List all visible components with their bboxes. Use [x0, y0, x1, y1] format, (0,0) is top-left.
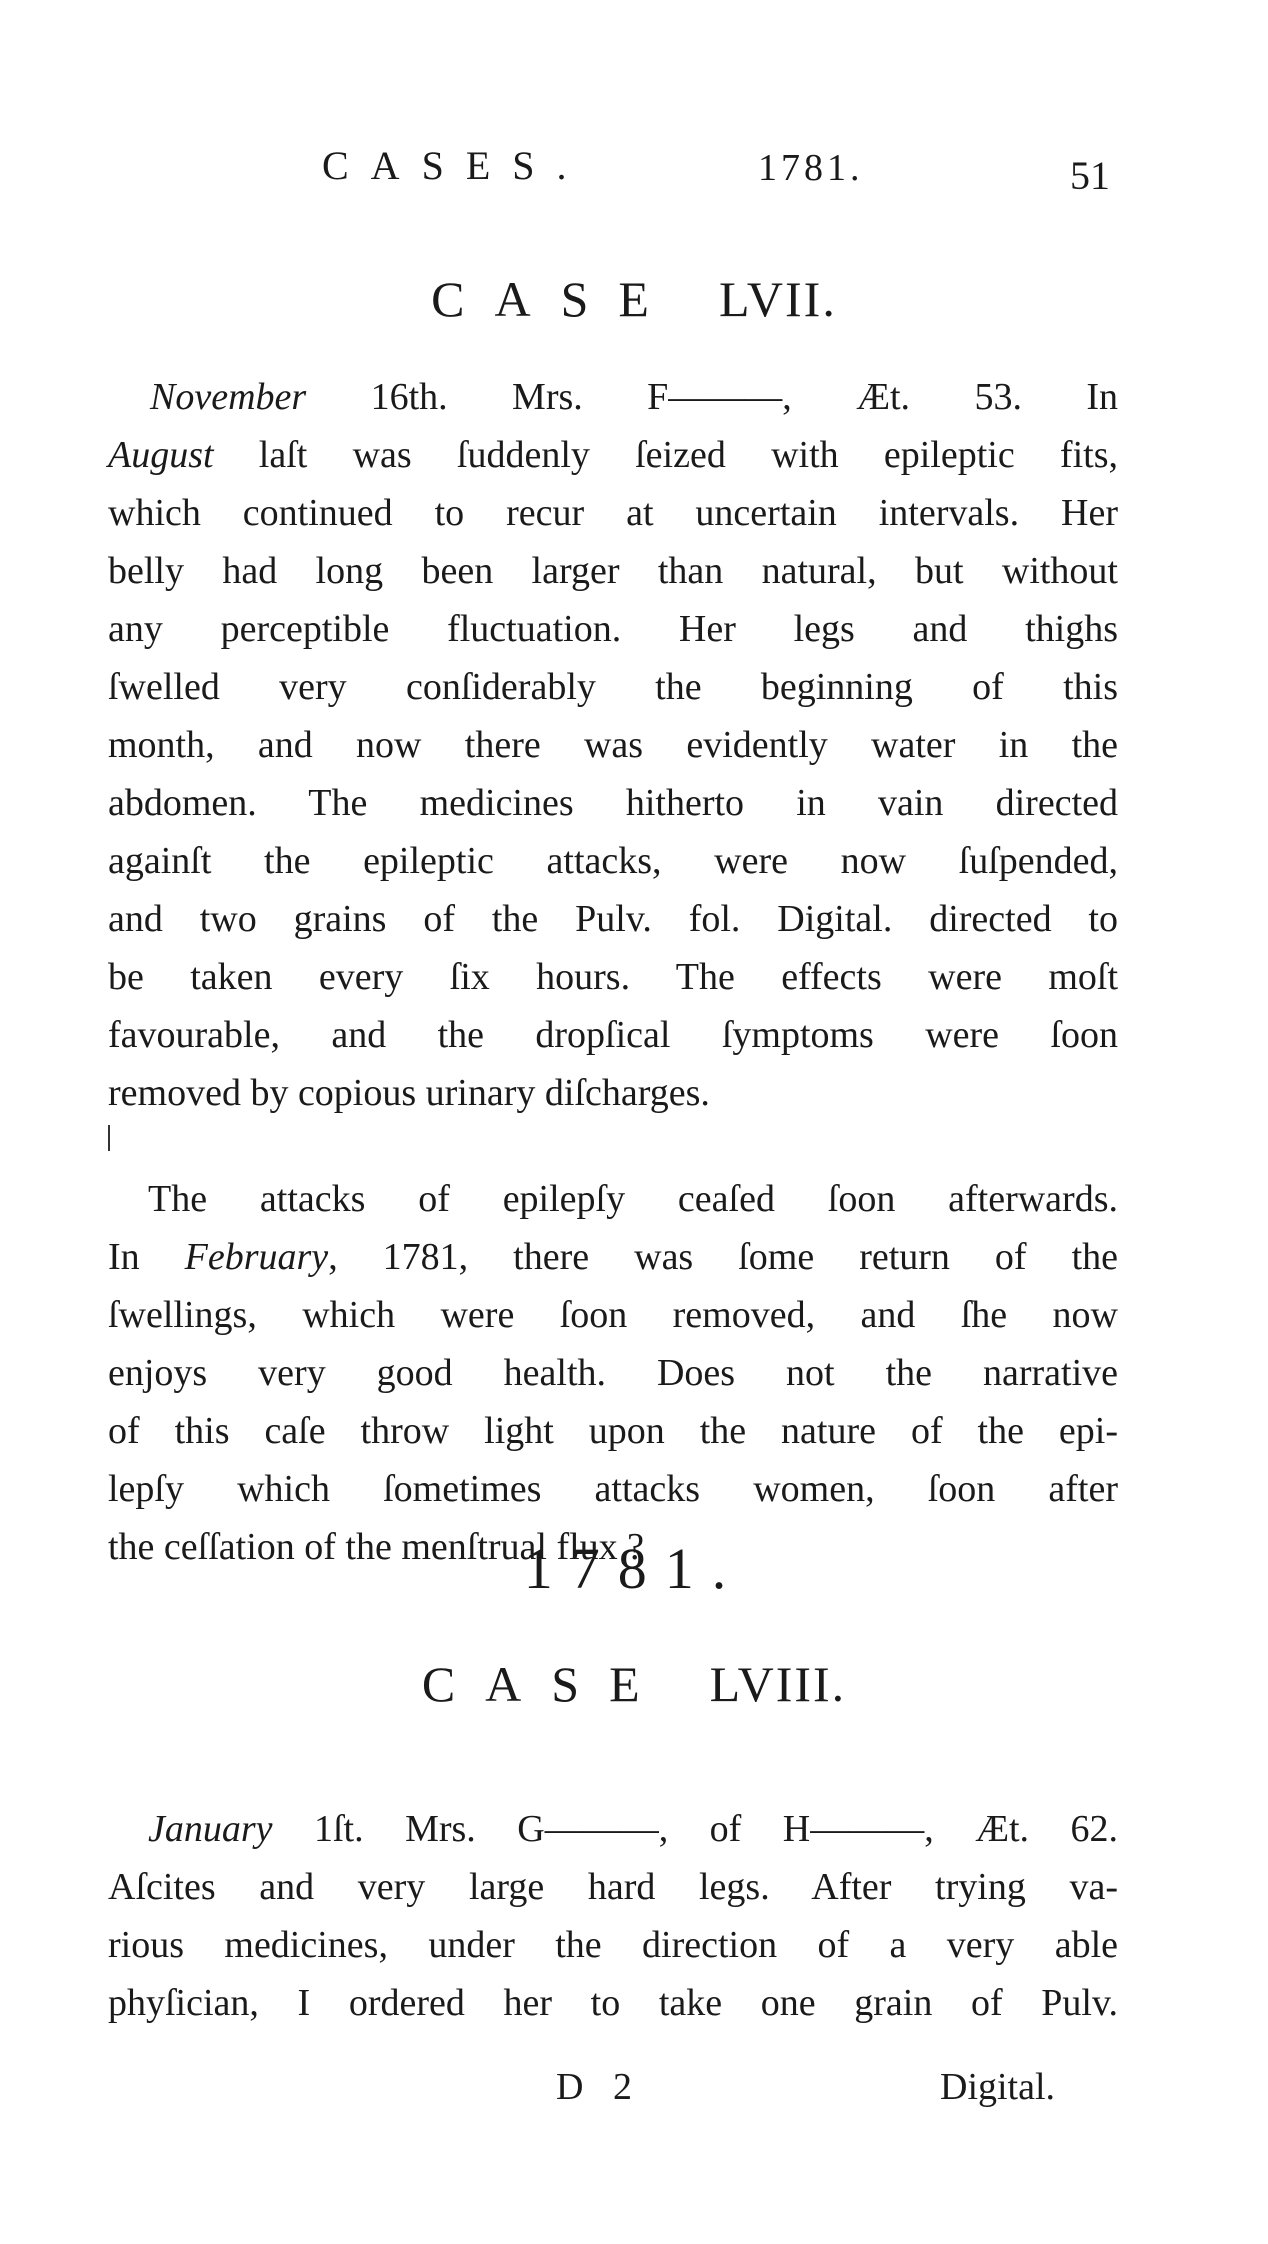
text-line: month, and now there was evidently water in the — [108, 724, 1118, 766]
month-january: January — [148, 1808, 273, 1850]
text-line — [108, 426, 1118, 484]
text-line: againſt the epileptic attacks, were now ſuſpended, — [108, 840, 1118, 882]
running-head-year: 1781. — [758, 147, 864, 189]
text-line: ſwellings, which were ſoon removed, and ſhe now — [108, 1294, 1118, 1336]
text-span: laſt was ſuddenly ſeized with epileptic fits, — [213, 434, 1118, 476]
text-span: In — [108, 1236, 185, 1278]
text-span: 16th. Mrs. F———, Æt. 53. In — [306, 376, 1118, 418]
page-number: 51 — [1070, 153, 1110, 198]
text-line — [108, 368, 1118, 426]
text-line: the ceſſation of the menſtrual flux ? — [108, 1526, 645, 1568]
case-57-paragraph-1 — [108, 368, 1118, 1122]
case-58-paragraph — [108, 1800, 1118, 2032]
case-58-heading-number: LVIII. — [709, 1656, 847, 1712]
stray-mark — [108, 1125, 110, 1151]
text-line: phyſician, I ordered her to take one grain of Pulv. — [108, 1982, 1118, 2024]
text-line: removed by copious urinary diſcharges. — [108, 1072, 710, 1114]
text-line: abdomen. The medicines hitherto in vain directed — [108, 782, 1118, 824]
catchword: Digital. — [940, 2066, 1056, 2108]
text-line: enjoys very good health. Does not the narrative — [108, 1352, 1118, 1394]
text-line: of this caſe throw light upon the nature of the epi- — [108, 1410, 1118, 1452]
text-line: which continued to recur at uncertain intervals. Her — [108, 492, 1118, 534]
month-february: February — [184, 1236, 329, 1278]
text-line: The attacks of epilepſy ceaſed ſoon afterwards. — [148, 1178, 1118, 1220]
text-line: rious medicines, under the direction of a very able — [108, 1924, 1118, 1966]
text-line: and two grains of the Pulv. fol. Digital. directed to — [108, 898, 1118, 940]
signature-mark: D 2 — [556, 2066, 642, 2108]
text-span: , 1781, there was ſome return of the — [328, 1236, 1118, 1278]
text-line — [108, 1228, 1118, 1286]
case-57-heading-number: LVII. — [718, 271, 837, 327]
case-57-paragraph-2 — [108, 1170, 1118, 1576]
text-line: belly had long been larger than natural, but without — [108, 550, 1118, 592]
text-line: be taken every ſix hours. The effects were moſt — [108, 956, 1118, 998]
page-footer — [0, 2065, 1268, 2125]
case-58-heading-word: CASE — [421, 1656, 670, 1712]
year-heading: 1781. — [523, 1536, 745, 1601]
running-head-title: CASES. — [322, 143, 589, 188]
case-57-heading — [0, 270, 1268, 328]
text-line: ſwelled very conſiderably the beginning of this — [108, 666, 1118, 708]
month-august: August — [108, 434, 214, 476]
text-line: lepſy which ſometimes attacks women, ſoon after — [108, 1468, 1118, 1510]
text-line: any perceptible fluctuation. Her legs and thighs — [108, 608, 1118, 650]
month-november: November — [150, 376, 307, 418]
running-head — [0, 142, 1268, 202]
text-span: 1ſt. Mrs. G———, of H———, Æt. 62. — [272, 1808, 1118, 1850]
case-58-heading — [0, 1655, 1268, 1713]
text-line: favourable, and the dropſical ſymptoms were ſoon — [108, 1014, 1118, 1056]
case-57-heading-word: CASE — [431, 271, 679, 327]
text-line: Aſcites and very large hard legs. After trying va- — [108, 1866, 1118, 1908]
text-line — [108, 1800, 1118, 1858]
